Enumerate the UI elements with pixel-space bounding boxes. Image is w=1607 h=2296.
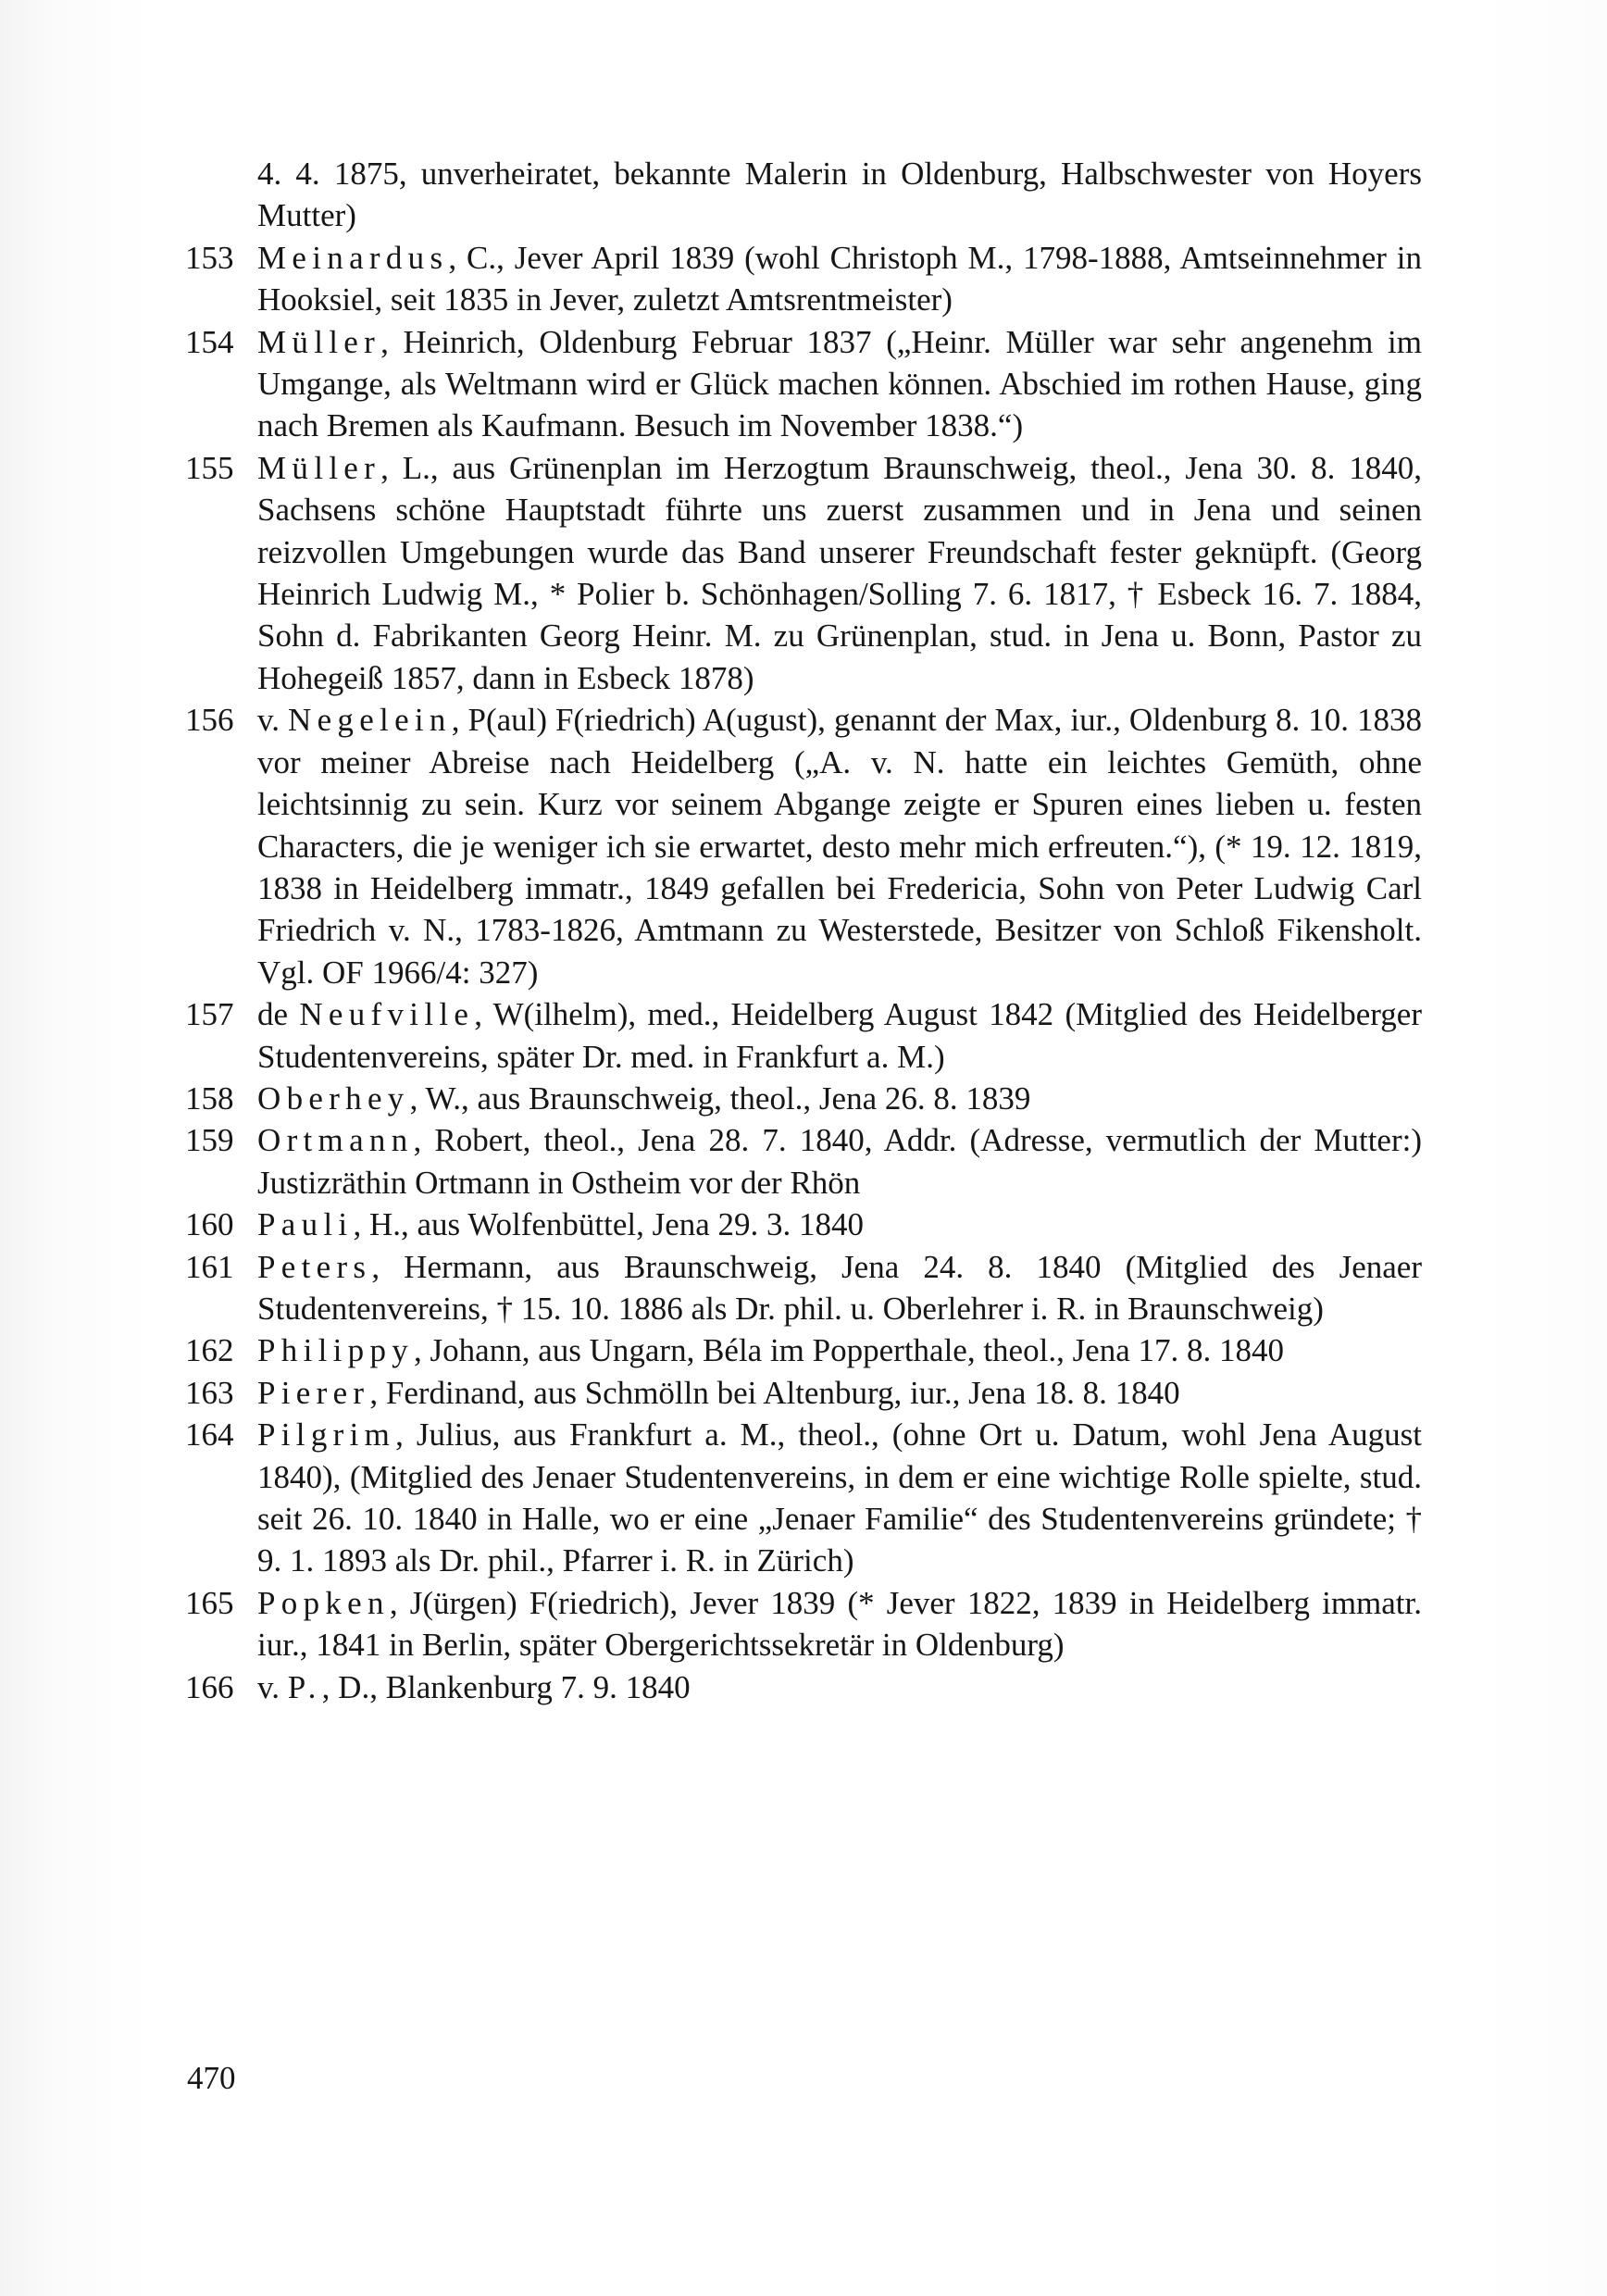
register-entry <box>185 321 1422 447</box>
register-entry <box>185 1204 1422 1245</box>
entry-surname: Meinardus <box>257 239 449 276</box>
entry-details: , P(aul) F(riedrich) A(ugust), genannt der Max, iur., Oldenburg 8. 10. 1838 vor meiner Abreise nach Heidelberg („A. v. N. hatte ein leichtes Gemüth, ohne leichtsinnig zu sein. Kurz vor seinem Abgange zeigte er Spuren eines lieben u. festen Characters, die je weniger ich sie erwartet, desto mehr mich erfreuten.“), (* 19. 12. 1819, 1838 in Heidelberg immatr., 1849 gefallen bei Fredericia, Sohn von Peter Ludwig Carl Friedrich v. N., 1783-1826, Amtmann zu Westerstede, Besitzer von Schloß Fikensholt. Vgl. OF 1966/4: 327) <box>257 702 1422 991</box>
entry-text <box>257 699 1422 993</box>
entry-surname: Pilgrim <box>257 1416 396 1454</box>
page-number: 470 <box>187 2060 236 2096</box>
entry-number: 153 <box>185 239 234 276</box>
entry-text <box>257 1119 1422 1204</box>
entry-surname: Müller <box>257 323 381 360</box>
entry-details: , W., aus Braunschweig, theol., Jena 26. 8. 1839 <box>409 1079 1031 1117</box>
register-entry <box>185 447 1422 699</box>
entry-surname: Pierer <box>257 1374 370 1411</box>
register-entry <box>185 1414 1422 1582</box>
register-entry <box>185 1329 1422 1371</box>
entry-list <box>185 237 1422 1708</box>
entry-details: , C., Jever April 1839 (wohl Christoph M., 1798-1888, Amtseinnehmer in Hooksiel, seit 1835 in Jever, zuletzt Amtsrentmeister) <box>257 239 1422 318</box>
entry-text <box>257 1414 1422 1582</box>
register-entry <box>185 1078 1422 1119</box>
register-entries <box>185 153 1422 1708</box>
entry-details: , Heinrich, Oldenburg Februar 1837 („Heinr. Müller war sehr angenehm im Umgange, als Weltmann wird er Glück machen können. Abschied im rothen Hause, ging nach Bremen als Kaufmann. Besuch im November 1838.“) <box>257 323 1422 444</box>
entry-text <box>257 1666 1422 1708</box>
entry-text <box>257 447 1422 699</box>
entry-text <box>257 1372 1422 1414</box>
entry-number: 166 <box>185 1668 234 1705</box>
register-entry <box>185 1119 1422 1204</box>
entry-surname: Negelein <box>288 702 452 739</box>
register-entry <box>185 699 1422 993</box>
entry-text <box>257 237 1422 321</box>
entry-details: , Johann, aus Ungarn, Béla im Popperthale, theol., Jena 17. 8. 1840 <box>414 1332 1285 1369</box>
entry-number: 159 <box>185 1122 234 1159</box>
entry-surname: Müller <box>257 449 381 486</box>
entry-text <box>257 1329 1422 1371</box>
entry-text <box>257 1246 1422 1330</box>
entry-number: 157 <box>185 996 234 1033</box>
register-entry <box>185 1582 1422 1666</box>
entry-number: 162 <box>185 1332 234 1369</box>
entry-number: 155 <box>185 449 234 486</box>
entry-surname: P. <box>287 1668 322 1705</box>
entry-number: 156 <box>185 702 234 739</box>
register-entry <box>185 237 1422 321</box>
entry-prefix: de <box>257 996 300 1033</box>
entry-number: 164 <box>185 1416 234 1454</box>
entry-prefix: v. <box>257 702 288 739</box>
entry-number: 160 <box>185 1206 234 1243</box>
entry-details: , Hermann, aus Braunschweig, Jena 24. 8. 1840 (Mitglied des Jenaer Studentenvereins, † 15. 10. 1886 als Dr. phil. u. Oberlehrer i. R. in Braunschweig) <box>257 1248 1422 1327</box>
entry-details: , J(ürgen) F(riedrich), Jever 1839 (* Jever 1822, 1839 in Heidelberg immatr. iur., 1841 in Berlin, später Obergerichtssekretär in Oldenburg) <box>257 1584 1422 1664</box>
register-entry <box>185 1246 1422 1330</box>
register-entry <box>185 1372 1422 1414</box>
entry-details: , D., Blankenburg 7. 9. 1840 <box>321 1668 691 1705</box>
entry-surname: Ortmann <box>257 1122 414 1159</box>
entry-details: , H., aus Wolfenbüttel, Jena 29. 3. 1840 <box>353 1206 865 1243</box>
entry-text <box>257 1078 1422 1119</box>
entry-surname: Pauli <box>257 1206 354 1243</box>
entry-surname: Neufville <box>299 996 475 1033</box>
entry-text <box>257 993 1422 1078</box>
entry-number: 154 <box>185 323 234 360</box>
entry-details: , L., aus Grünenplan im Herzogtum Braunschweig, theol., Jena 30. 8. 1840, Sachsens schöne Hauptstadt führte uns zuerst zusammen und in Jena und seinen reizvollen Umgebungen wurde das Band unserer Freundschaft fester geknüpft. (Georg Heinrich Ludwig M., * Polier b. Schönhagen/Solling 7. 6. 1817, † Esbeck 16. 7. 1884, Sohn d. Fabrikanten Georg Heinr. M. zu Grünenplan, stud. in Jena u. Bonn, Pastor zu Hohegeiß 1857, dann in Esbeck 1878) <box>257 449 1422 696</box>
entry-surname: Popken <box>257 1584 390 1621</box>
entry-text <box>257 1582 1422 1666</box>
entry-surname: Philippy <box>257 1332 415 1369</box>
entry-prefix: v. <box>257 1668 288 1705</box>
register-entry <box>185 993 1422 1078</box>
entry-details: , W(ilhelm), med., Heidelberg August 1842 (Mitglied des Heidelberger Studentenvereins, später Dr. med. in Frankfurt a. M.) <box>257 996 1422 1075</box>
entry-details: , Robert, theol., Jena 28. 7. 1840, Addr. (Adresse, vermutlich der Mutter:) Justizräthin Ortmann in Ostheim vor der Rhön <box>257 1122 1422 1201</box>
entry-number: 165 <box>185 1584 234 1621</box>
entry-number: 161 <box>185 1248 234 1285</box>
continuation-text: 4. 4. 1875, unverheiratet, bekannte Malerin in Oldenburg, Halbschwester von Hoyers Mutter) <box>257 156 1422 234</box>
entry-details: , Julius, aus Frankfurt a. M., theol., (ohne Ort u. Datum, wohl Jena August 1840), (Mitglied des Jenaer Studentenvereins, in dem er eine wichtige Rolle spielte, stud. seit 26. 10. 1840 in Halle, wo er eine „Jenaer Familie“ des Studentenvereins gründete; † 9. 1. 1893 als Dr. phil., Pfarrer i. R. in Zürich) <box>257 1416 1422 1579</box>
entry-surname: Oberhey <box>257 1079 410 1117</box>
register-entry <box>185 1666 1422 1708</box>
entry-details: , Ferdinand, aus Schmölln bei Altenburg, iur., Jena 18. 8. 1840 <box>369 1374 1180 1411</box>
entry-number: 163 <box>185 1374 234 1411</box>
entry-surname: Peters <box>257 1248 372 1285</box>
entry-number: 158 <box>185 1079 234 1117</box>
entry-text <box>257 321 1422 447</box>
entry-text <box>257 1204 1422 1245</box>
